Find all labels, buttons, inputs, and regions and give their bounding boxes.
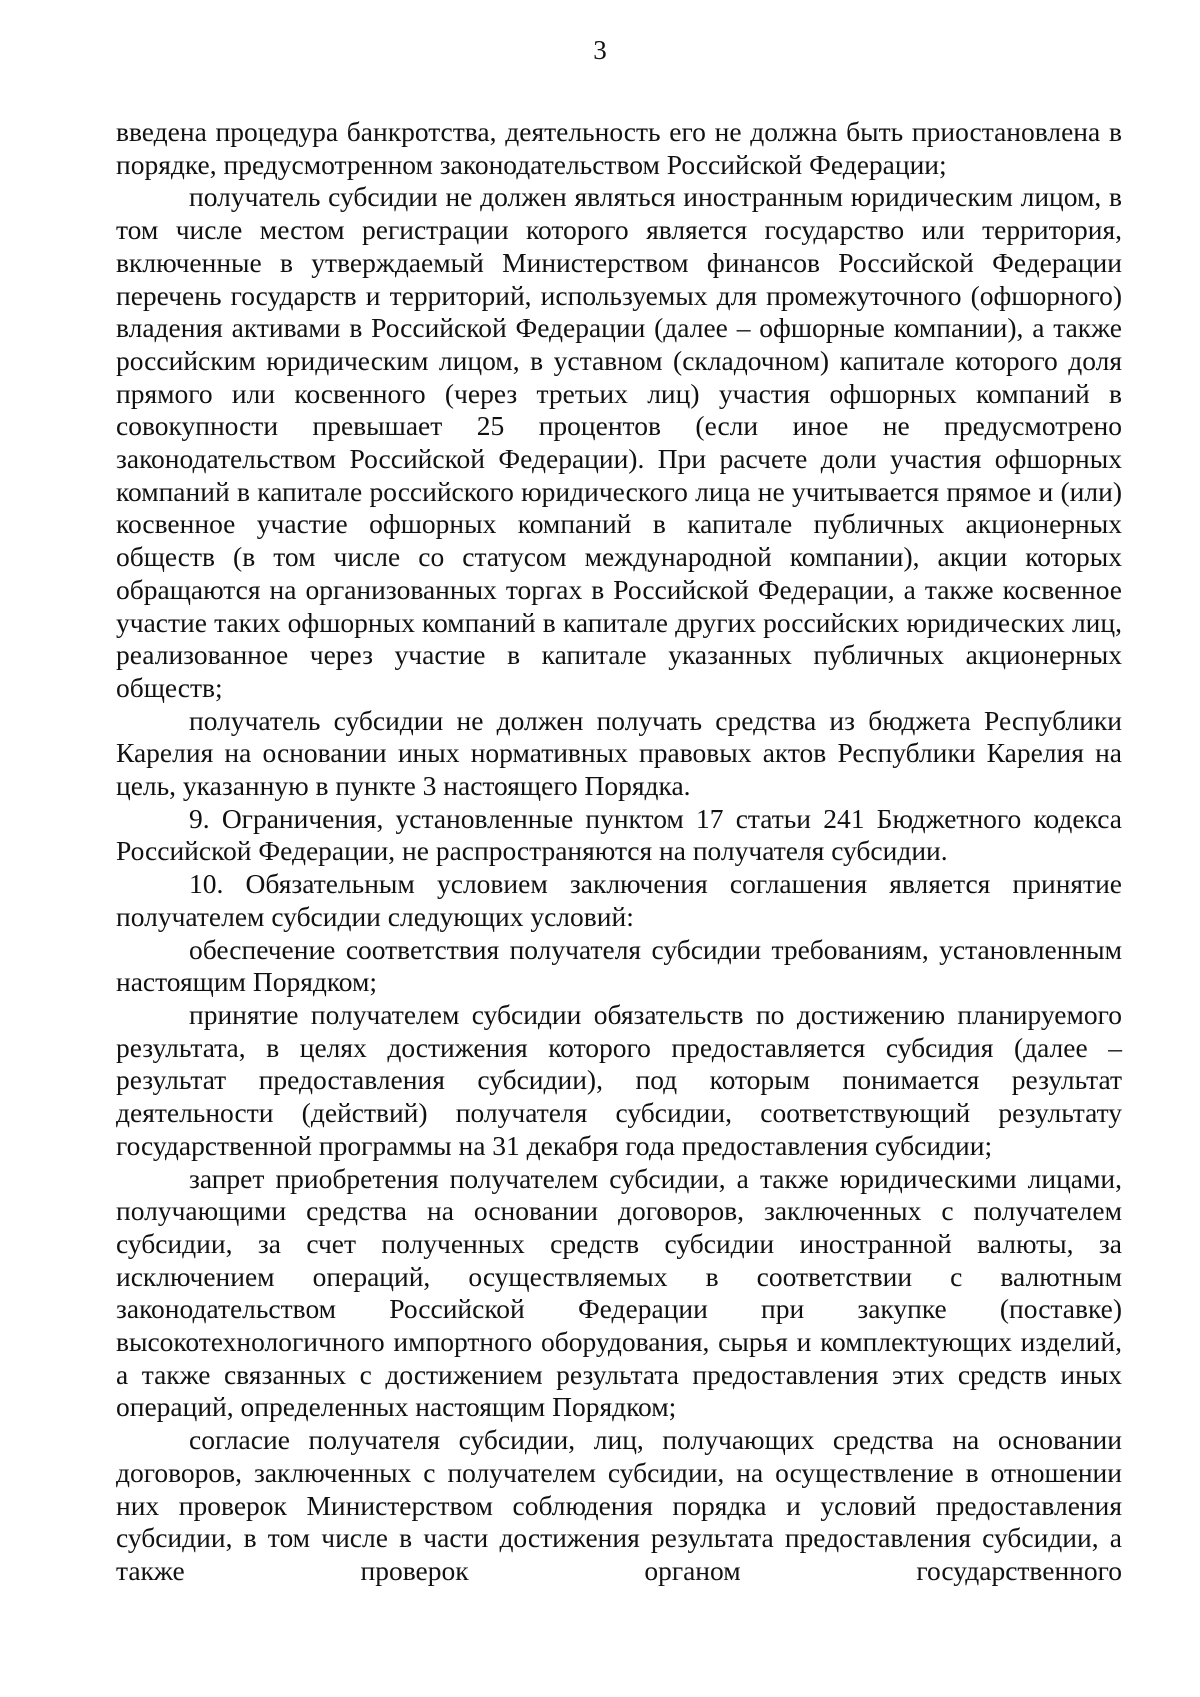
- paragraph-compliance-condition: обеспечение соответствия получателя субсидии требованиям, установленным настоящим Порядком;: [116, 933, 1122, 998]
- paragraph-result-obligation: принятие получателем субсидии обязательств по достижению планируемого результата, в целях достижения которого предоставляется субсидия (далее – результат предоставления субсидии), под которым понимается результат деятельности (действий) получателя субсидии, соответствующий результату государственной программы на 31 декабря года предоставления субсидии;: [116, 998, 1122, 1161]
- paragraph-other-funding-restriction: получатель субсидии не должен получать средства из бюджета Республики Карелия на основании иных нормативных правовых актов Республики Карелия на цель, указанную в пункте 3 настоящего Порядка.: [116, 704, 1122, 802]
- paragraph-item-10: 10. Обязательным условием заключения соглашения является принятие получателем субсидии следующих условий:: [116, 868, 1122, 932]
- page-number: 3: [593, 35, 607, 65]
- paragraph-offshore-restriction: получатель субсидии не должен являться иностранным юридическим лицом, в том числе местом регистрации которого является государство или территория, включенные в утверждаемый Министерством финансов Российской Федерации перечень государств и территорий, используемых для промежуточного (офшорного) владения активами в Российской Федерации (далее – офшорные компании), а также российским юридическим лицом, в уставном (складочном) капитале которого доля прямого или косвенного (через третьих лиц) участия офшорных компаний в совокупности превышает 25 процентов (если иное не предусмотрено законодательством Российской Федерации). При расчете доли участия офшорных компаний в капитале российского юридического лица не учитывается прямое и (или) косвенное участие офшорных компаний в капитале публичных акционерных обществ (в том числе со статусом международной компании), акции которых обращаются на организованных торгах в Российской Федерации, а также косвенное участие таких офшорных компаний в капитале других российских юридических лиц, реализованное через участие в капитале указанных публичных акционерных обществ;: [116, 181, 1122, 703]
- paragraph-item-9: 9. Ограничения, установленные пунктом 17 статьи 241 Бюджетного кодекса Российской Федерации, не распространяются на получателя субсидии.: [116, 802, 1122, 867]
- paragraph-currency-prohibition: запрет приобретения получателем субсидии, а также юридическими лицами, получающими средства на основании договоров, заключенных с получателем субсидии, за счет полученных средств субсидии иностранной валюты, за исключением операций, осуществляемых в соответствии с валютным законодательством Российской Федерации при закупке (поставке) высокотехнологичного импортного оборудования, сырья и комплектующих изделий, а также связанных с достижением результата предоставления этих средств иных операций, определенных настоящим Порядком;: [116, 1162, 1122, 1423]
- paragraph-bankruptcy-continuation: введена процедура банкротства, деятельность его не должна быть приостановлена в порядке, предусмотренном законодательством Российской Федерации;: [116, 116, 1122, 180]
- document-body: [116, 116, 1122, 1588]
- paragraph-inspection-consent: согласие получателя субсидии, лиц, получающих средства на основании договоров, заключенных с получателем субсидии, на осуществление в отношении них проверок Министерством соблюдения порядка и условий предоставления субсидии, в том числе в части достижения результата предоставления субсидии, а также проверок органом государственного: [116, 1424, 1122, 1586]
